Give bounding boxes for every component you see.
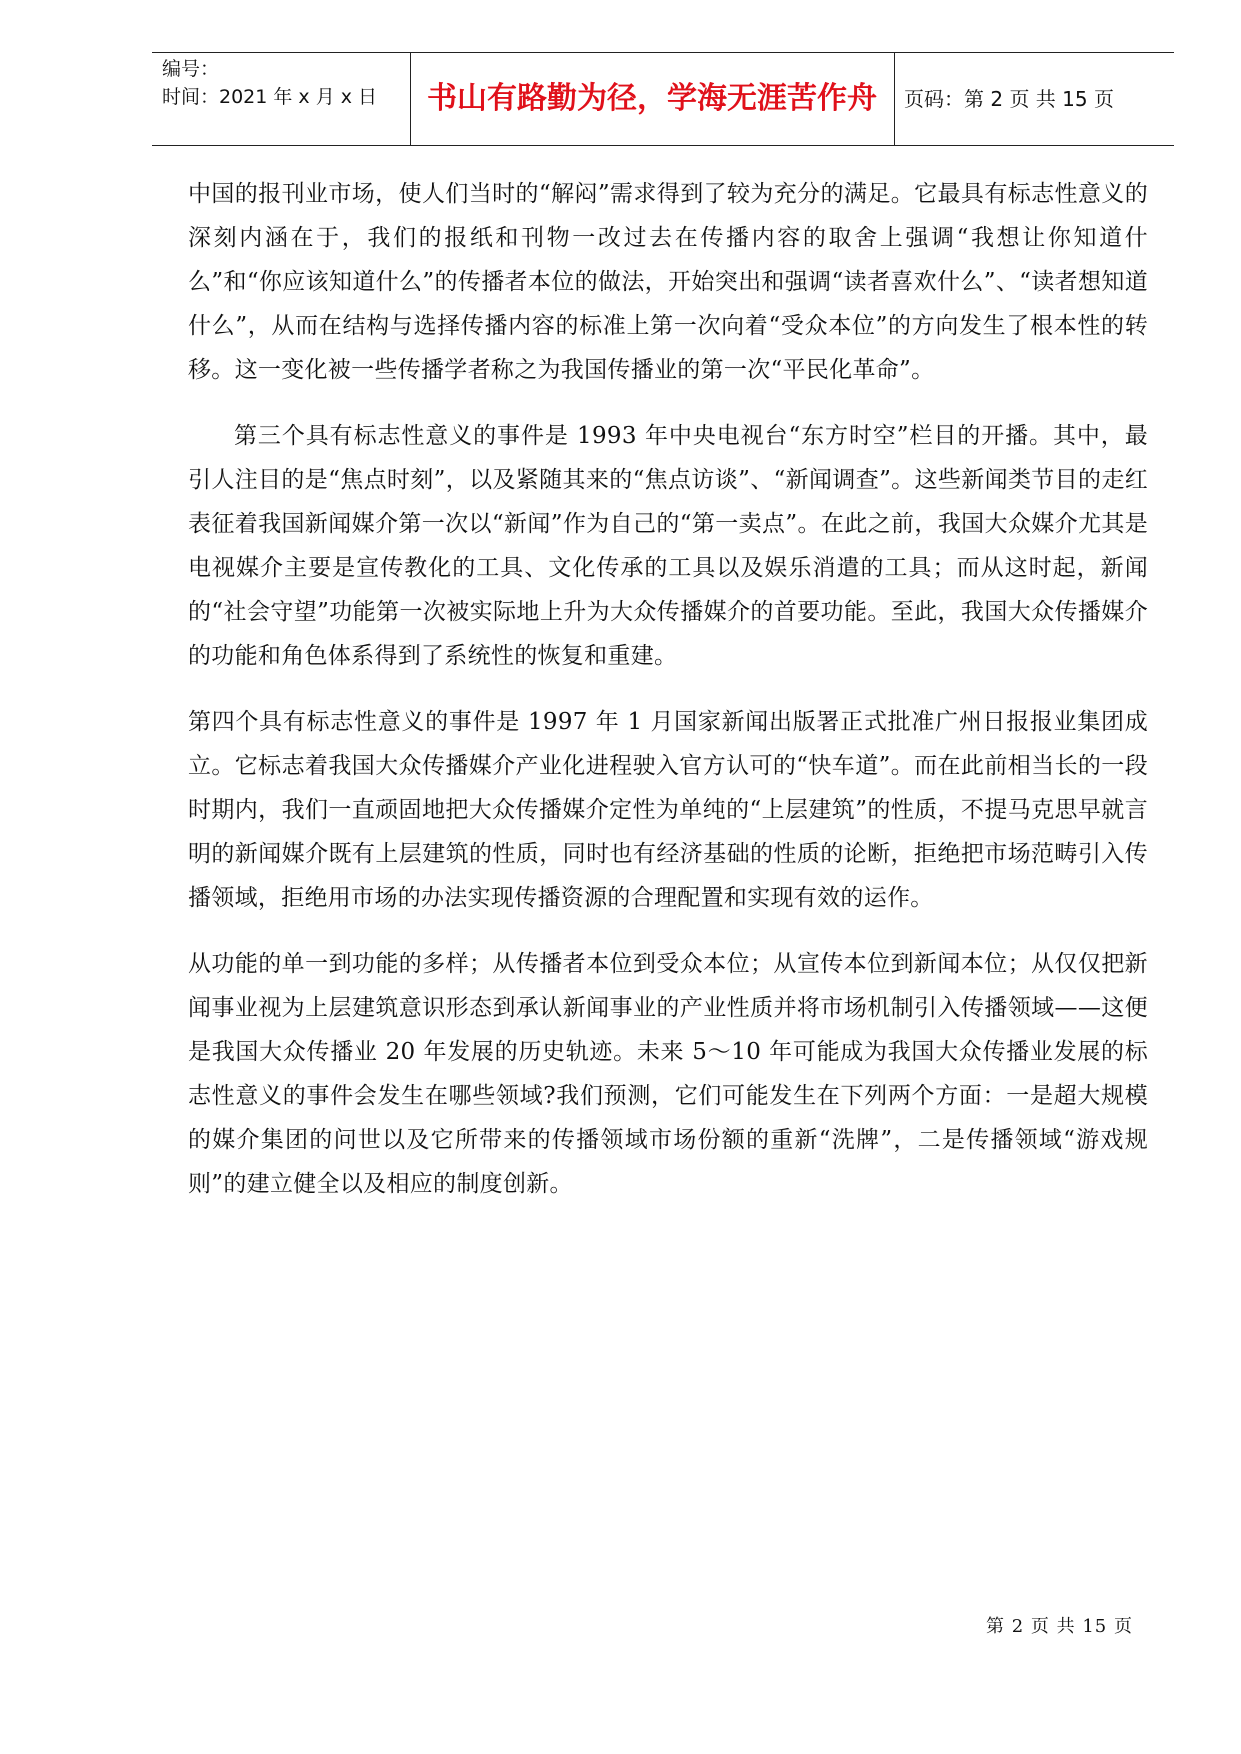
paragraph: 第三个具有标志性意义的事件是 1993 年中央电视台“东方时空”栏目的开播。其中，最引人注目的是“焦点时刻”，以及紧随其来的“焦点访谈”、“新闻调查”。这些新闻类节目的走红表征着我国新闻媒介第一次以“新闻”作为自己的“第一卖点”。在此之前，我国大众媒介尤其是电视媒介主要是宣传教化的工具、文化传承的工具以及娱乐消遣的工具；而从这时起，新闻的“社会守望”功能第一次被实际地上升为大众传播媒介的首要功能。至此，我国大众传播媒介的功能和角色体系得到了系统性的恢复和重建。 bbox=[188, 423, 1148, 669]
header-divider bbox=[894, 53, 895, 145]
header-meta bbox=[162, 55, 408, 111]
document-body bbox=[188, 172, 1148, 1228]
paragraph: 第四个具有标志性意义的事件是 1997 年 1 月国家新闻出版署正式批准广州日报报业集团成立。它标志着我国大众传播媒介产业化进程驶入官方认可的“快车道”。而在此前相当长的一段时期内，我们一直顽固地把大众传播媒介定性为单纯的“上层建筑”的性质，不提马克思早就言明的新闻媒介既有上层建筑的性质，同时也有经济基础的性质的论断，拒绝把市场范畴引入传播领域，拒绝用市场的办法实现传播资源的合理配置和实现有效的运作。 bbox=[188, 709, 1148, 911]
page-header bbox=[152, 52, 1174, 146]
paragraph: 从功能的单一到功能的多样；从传播者本位到受众本位；从宣传本位到新闻本位；从仅仅把新闻事业视为上层建筑意识形态到承认新闻事业的产业性质并将市场机制引入传播领域——这便是我国大众传播业 20 年发展的历史轨迹。未来 5～10 年可能成为我国大众传播业发展的标志性意义的事件会发生在哪些领域?我们预测，它们可能发生在下列两个方面：一是超大规模的媒介集团的问世以及它所带来的传播领域市场份额的重新“洗牌”，二是传播领域“游戏规则”的建立健全以及相应的制度创新。 bbox=[188, 951, 1148, 1197]
header-page-info: 页码：第 2 页 共 15 页 bbox=[904, 87, 1114, 111]
header-motto: 书山有路勤为径，学海无涯苦作舟 bbox=[427, 81, 877, 116]
paragraph: 中国的报刊业市场，使人们当时的“解闷”需求得到了较为充分的满足。它最具有标志性意义的深刻内涵在于，我们的报纸和刊物一改过去在传播内容的取舍上强调“我想让你知道什么”和“你应该知道什么”的传播者本位的做法，开始突出和强调“读者喜欢什么”、“读者想知道什么”，从而在结构与选择传播内容的标准上第一次向着“受众本位”的方向发生了根本性的转移。这一变化被一些传播学者称之为我国传播业的第一次“平民化革命”。 bbox=[188, 181, 1148, 383]
page-footer: 第 2 页 共 15 页 bbox=[986, 1616, 1133, 1637]
document-number-label: 编号： bbox=[162, 58, 220, 80]
document-time-label: 时间：2021 年 x 月 x 日 bbox=[162, 86, 378, 108]
